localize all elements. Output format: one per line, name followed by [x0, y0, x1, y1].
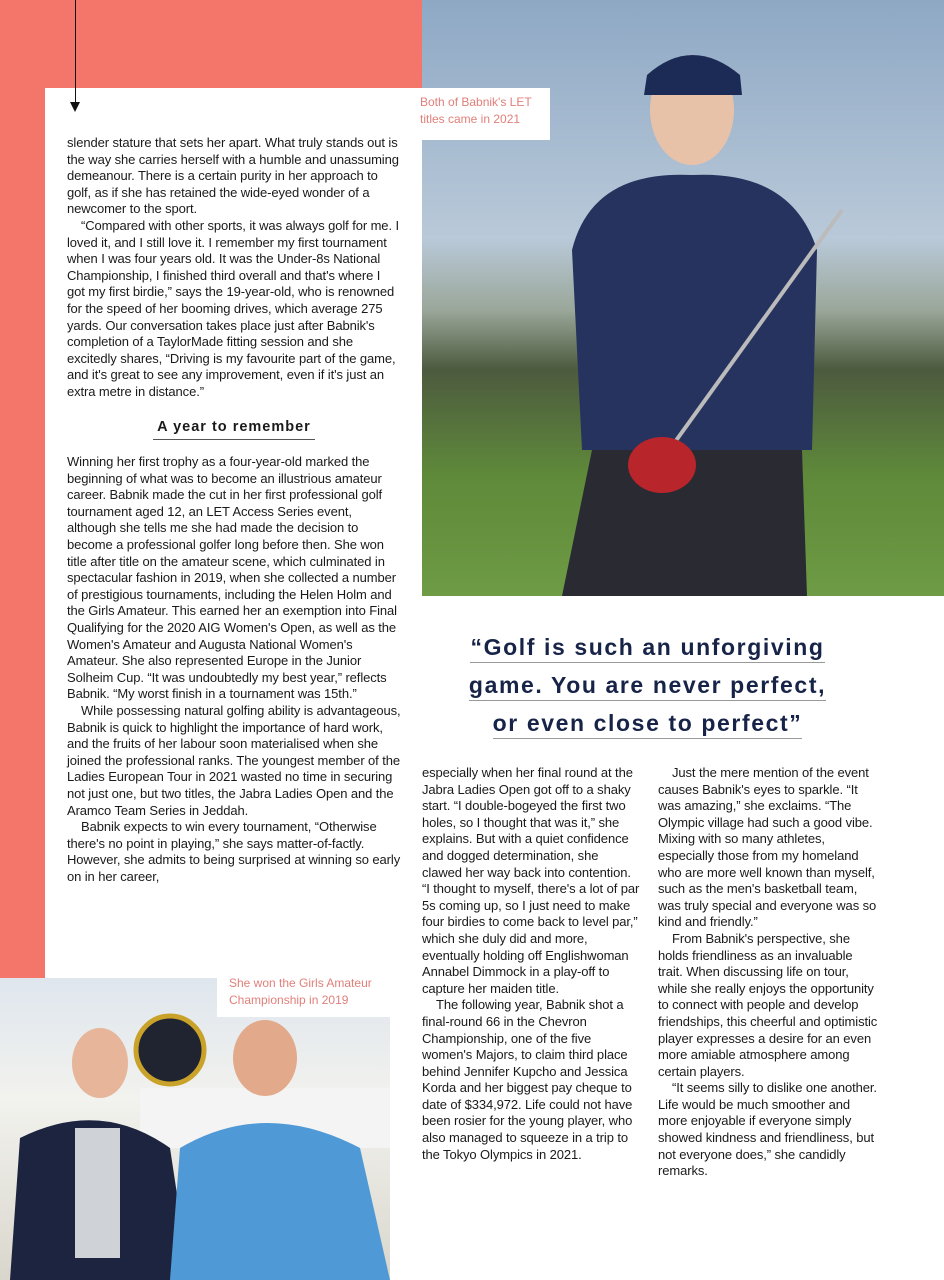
paragraph: slender stature that sets her apart. What truly stands out is the way she carries herself with a humble and unassuming demeanour. There is a certain purity in her approach to golf, as if she has retained the wide-eyed wonder of a newcomer to the sport.: [67, 135, 399, 217]
pull-quote-line: game. You are never perfect,: [469, 672, 826, 701]
trophy-illustration: [0, 978, 390, 1280]
photo-caption-top: Both of Babnik's LET titles came in 2021: [408, 88, 550, 140]
paragraph: Babnik expects to win every tournament, “Otherwise there's no point in playing,” she says matter-of-factly. However, she admits to being surprised at winning so early on in her career,: [67, 819, 401, 884]
paragraph: Just the mere mention of the event causes Babnik's eyes to sparkle. “It was amazing,” she exclaims. “The Olympic village had such a good vibe. Mixing with so many athletes, especially those from my homeland who are more well known than myself, such as the men's basketball team, was truly special and everyone was so kind and friendly.”: [658, 765, 877, 930]
pull-quote-line: or even close to perfect”: [493, 710, 803, 739]
paragraph: From Babnik's perspective, she holds friendliness as an invaluable trait. When discussing life on tour, while she really enjoys the opportunity to connect with people and develop friendships, this cheerful and optimistic player expresses a desire for an even more amiable atmosphere among certain players.: [658, 930, 878, 1079]
photo-caption-bottom: She won the Girls Amateur Championship in 2019: [217, 975, 390, 1017]
section-heading: [67, 419, 401, 441]
paragraph: The following year, Babnik shot a final-round 66 in the Chevron Championship, one of the five women's Majors, to claim third place behind Jennifer Kupcho and Jessica Korda and her biggest pay cheque to date of $334,972. Life could not have been rosier for the young player, who also managed to squeeze in a trip to the Tokyo Olympics in 2021.: [422, 997, 633, 1162]
paragraph: Winning her first trophy as a four-year-old marked the beginning of what was to become an illustrious amateur career. Babnik made the cut in her first professional golf tournament aged 12, an LET Access Series event, although she tells me she had made the decision to become a professional golfer long before then. She won title after title on the amateur scene, which culminated in spectacular fashion in 2019, when she collected a number of prestigious tournaments, including the Helen Holm and the Girls Amateur. This earned her an exemption into Final Qualifying for the 2020 AIG Women's Open, as well as the Women's Amateur and Augusta National Women's Amateur. She also represented Europe in the Junior Solheim Cup. “It was undoubtedly my best year,” reflects Babnik. “My worst finish in a tournament was 15th.”: [67, 454, 397, 702]
pull-quote: [440, 628, 855, 742]
paragraph: While possessing natural golfing ability is advantageous, Babnik is quick to highlight the importance of hard work, and the fruits of her labour soon materialised when she joined the professional ranks. The youngest member of the Ladies European Tour in 2021 wasted no time in securing not just one, but two titles, the Jabra Ladies Open and the Aramco Team Series in Jeddah.: [67, 703, 401, 818]
arrow-down-icon: [70, 102, 80, 112]
paragraph: especially when her final round at the Jabra Ladies Open got off to a shaky start. “I double-bogeyed the first two holes, so I thought that was it,” she explains. But with a quiet confidence and dogged determination, she clawed her way back into contention. “I thought to myself, there's a lot of par 5s coming up, so I just need to make four birdies to come back to level par,” which she duly did and more, eventually holding off Englishwoman Annabel Dimmock in a play-off to capture her maiden title.: [422, 765, 640, 996]
middle-column: [422, 765, 640, 1163]
section-heading-text: A year to remember: [153, 419, 315, 441]
pull-quote-line: “Golf is such an unforgiving: [470, 634, 824, 663]
paragraph: “It seems silly to dislike one another. Life would be much smoother and more enjoyable if everyone simply showed kindness and friendliness, but not everyone does,” she candidly remarks.: [658, 1080, 877, 1179]
left-column: [67, 135, 401, 886]
trophy-photo: [0, 978, 390, 1280]
right-column: [658, 765, 878, 1180]
paragraph: “Compared with other sports, it was always golf for me. I loved it, and I still love it. I remember my first tournament when I was four years old. It was the Under-8s National Championship, I finished third overall and that's where I got my first birdie,” says the 19-year-old, who is renowned for the speed of her booming drives, which average 275 yards. Our conversation takes place just after Babnik's completion of a TaylorMade fitting session and she excitedly shares, “Driving is my favourite part of the game, and it's great to see any improvement, even if it's just an extra metre in distance.”: [67, 217, 399, 399]
arrow-line: [75, 0, 76, 104]
